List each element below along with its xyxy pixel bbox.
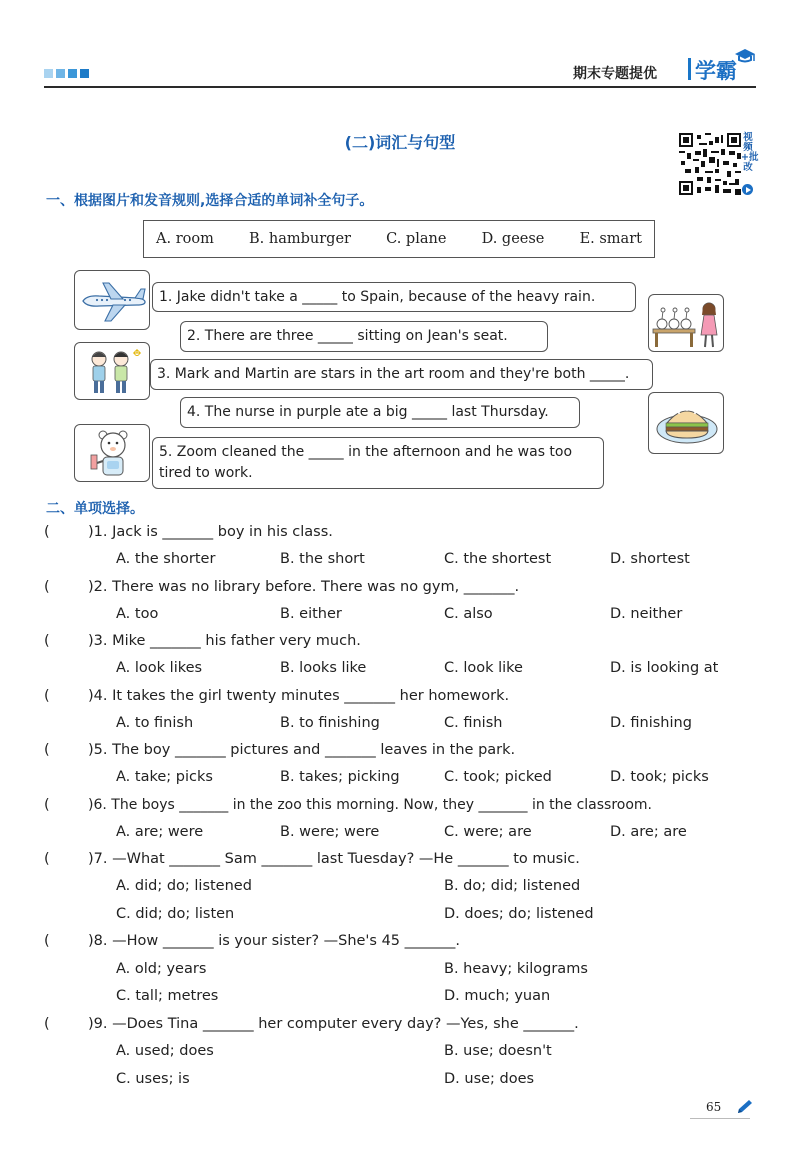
word-option-b: B. hamburger <box>249 231 351 247</box>
sentence-5: 5. Zoom cleaned the _____ in the afternoon and he was too tired to work. <box>159 444 573 481</box>
section-title: (二)词汇与句型 <box>344 133 456 152</box>
option-d: D. took; picks <box>610 769 709 785</box>
question-6: )6. The boys _______ in the zoo this morning. Now, they _______ in the classroom. <box>88 797 652 813</box>
option-a: A. old; years <box>116 961 207 977</box>
sentence-1: 1. Jake didn't take a _____ to Spain, because of the heavy rain. <box>159 288 596 305</box>
sentence-box-1 <box>152 282 636 312</box>
airplane-picture <box>74 270 150 330</box>
answer-bracket[interactable]: ( <box>44 851 50 867</box>
header-dot <box>56 69 65 78</box>
option-d: D. use; does <box>444 1071 535 1087</box>
header-title: 期末专题提优 <box>573 66 657 82</box>
two-boys-picture <box>74 342 150 400</box>
geese-picture <box>648 294 724 352</box>
hamburger-picture <box>648 392 724 454</box>
answer-bracket[interactable]: ( <box>44 1016 50 1032</box>
option-b: B. use; doesn't <box>444 1043 552 1059</box>
sentence-box-4 <box>180 397 580 428</box>
header-dot <box>68 69 77 78</box>
option-c: C. were; are <box>444 824 532 840</box>
geese-icon <box>649 295 724 352</box>
answer-bracket[interactable]: ( <box>44 933 50 949</box>
option-a: A. to finish <box>116 715 194 731</box>
answer-bracket[interactable]: ( <box>44 742 50 758</box>
option-b: B. looks like <box>280 660 367 676</box>
boys-icon <box>75 343 150 400</box>
option-d: D. are; are <box>610 824 687 840</box>
word-bank <box>143 220 655 258</box>
play-icon[interactable] <box>742 184 753 195</box>
robot-bear-picture <box>74 424 150 482</box>
sentence-2: 2. There are three _____ sitting on Jean's seat. <box>187 328 508 344</box>
option-a: A. too <box>116 606 159 622</box>
option-a: A. did; do; listened <box>116 878 252 894</box>
option-c: C. did; do; listen <box>116 906 235 922</box>
option-a: A. the shorter <box>116 551 216 567</box>
header-separator <box>688 58 691 80</box>
word-option-e: E. smart <box>579 231 642 247</box>
question-8: )8. —How _______ is your sister? —She's 45 _______. <box>88 933 461 949</box>
question-5: )5. The boy _______ pictures and _______ leaves in the park. <box>88 742 516 758</box>
part1-heading: 一、根据图片和发音规则,选择合适的单词补全句子。 <box>46 193 374 209</box>
header-dot <box>44 69 53 78</box>
header-rule <box>44 86 756 88</box>
word-option-d: D. geese <box>481 231 545 247</box>
hamburger-icon <box>649 393 724 454</box>
answer-bracket[interactable]: ( <box>44 797 50 813</box>
answer-bracket[interactable]: ( <box>44 579 50 595</box>
option-b: B. heavy; kilograms <box>444 961 588 977</box>
option-b: B. do; did; listened <box>444 878 581 894</box>
sentence-3: 3. Mark and Martin are stars in the art room and they're both _____. <box>157 366 630 382</box>
header-dot <box>80 69 89 78</box>
sentence-box-2 <box>180 321 548 352</box>
airplane-icon <box>75 271 150 330</box>
question-1: )1. Jack is _______ boy in his class. <box>88 524 333 540</box>
option-a: A. used; does <box>116 1043 214 1059</box>
answer-bracket[interactable]: ( <box>44 633 50 649</box>
option-b: B. either <box>280 606 342 622</box>
option-d: D. finishing <box>610 715 692 731</box>
question-3: )3. Mike _______ his father very much. <box>88 633 361 649</box>
option-d: D. does; do; listened <box>444 906 594 922</box>
sentence-box-3 <box>150 359 653 390</box>
word-option-a: A. room <box>156 231 214 247</box>
question-4: )4. It takes the girl twenty minutes _______ her homework. <box>88 688 510 704</box>
qr-label: 视频+批改 <box>741 132 759 173</box>
brand-logo: 学霸 <box>695 59 737 83</box>
word-option-c: C. plane <box>386 231 447 247</box>
option-b: B. were; were <box>280 824 380 840</box>
option-b: B. to finishing <box>280 715 380 731</box>
option-d: D. is looking at <box>610 660 719 676</box>
option-c: C. finish <box>444 715 503 731</box>
option-c: C. tall; metres <box>116 988 219 1004</box>
question-9: )9. —Does Tina _______ her computer every day? —Yes, she _______. <box>88 1016 579 1032</box>
option-d: D. shortest <box>610 551 690 567</box>
answer-bracket[interactable]: ( <box>44 688 50 704</box>
page-number: 65 <box>706 1100 722 1114</box>
question-7: )7. —What _______ Sam _______ last Tuesday? —He _______ to music. <box>88 851 580 867</box>
sentence-4: 4. The nurse in purple ate a big _____ last Thursday. <box>187 404 549 420</box>
option-d: D. neither <box>610 606 683 622</box>
header-decoration <box>44 69 89 78</box>
footer-rule <box>690 1118 750 1119</box>
option-a: A. take; picks <box>116 769 213 785</box>
option-a: A. are; were <box>116 824 204 840</box>
option-c: C. also <box>444 606 493 622</box>
option-c: C. uses; is <box>116 1071 190 1087</box>
option-b: B. takes; picking <box>280 769 400 785</box>
option-c: C. the shortest <box>444 551 552 567</box>
option-c: C. took; picked <box>444 769 552 785</box>
question-2: )2. There was no library before. There was no gym, _______. <box>88 579 520 595</box>
answer-bracket[interactable]: ( <box>44 524 50 540</box>
bear-icon <box>75 425 150 482</box>
option-c: C. look like <box>444 660 523 676</box>
pencil-icon <box>735 1098 755 1116</box>
sentence-box-5 <box>152 437 604 489</box>
graduation-cap-icon <box>734 48 756 66</box>
option-b: B. the short <box>280 551 365 567</box>
option-a: A. look likes <box>116 660 203 676</box>
option-d: D. much; yuan <box>444 988 551 1004</box>
part2-heading: 二、单项选择。 <box>46 501 144 517</box>
qr-code-icon[interactable] <box>679 133 741 195</box>
